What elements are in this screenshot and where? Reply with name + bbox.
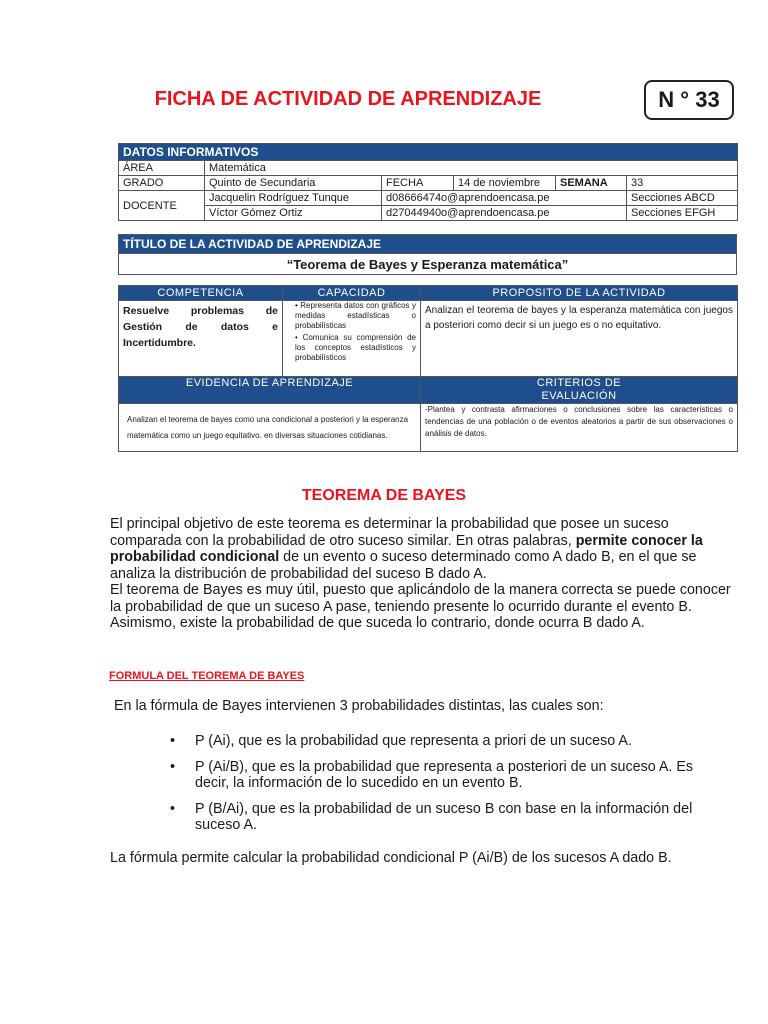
datos-informativos-table [118,143,738,221]
teorema-paragraphs [110,516,740,632]
formula-heading: FORMULA DEL TEOREMA DE BAYES [109,670,305,682]
competencia-header-row [119,286,738,301]
docente-email: d27044940o@aprendoencasa.pe [382,206,627,221]
titulo-table [118,234,737,275]
competencia-table [118,285,738,452]
docente-secciones: Secciones EFGH [627,206,738,221]
docente-secciones: Secciones ABCD [627,191,738,206]
competencia-text: Resuelve problemas de Gestión de datos e Incertidumbre. [119,301,283,377]
col-capacidad: CAPACIDAD [283,286,421,301]
fecha-value: 14 de noviembre [454,176,556,191]
list-item: • P (Ai/B), que es la probabilidad que representa a posteriori de un suceso A. Es decir, la información de lo sucedido en un evento B. [170,759,730,792]
fecha-label: FECHA [382,176,454,191]
highlight-text: permite conocer la probabilidad condicional [110,532,703,565]
docente-row-1 [119,191,738,206]
page-title: FICHA DE ACTIVIDAD DE APRENDIZAJE [154,88,542,110]
section-title: TEOREMA DE BAYES [301,487,467,504]
semana-label: SEMANA [556,176,627,191]
area-row [119,161,738,176]
evidencia-header-row [119,377,738,404]
grado-label: GRADO [119,176,205,191]
teorema-paragraph-2: El teorema de Bayes es muy útil, puesto que aplicándolo de la manera correcta se puede conocer la probabilidad de que un suceso A pase, teniendo presente lo ocurrido durante el evento B. Asimismo, existe la probabilidad de que suceda lo contrario, donde ocurra B dado A. [110,582,731,631]
capacidad-item: • Comunica su comprensión de los conceptos estadísticos y probabilísticos [295,333,416,363]
docente-label: DOCENTE [119,191,205,221]
docente-name: Víctor Gómez Ortiz [205,206,382,221]
teorema-paragraph-1: El principal objetivo de este teorema es determinar la probabilidad que posee un suceso comparada con la probabilidad de otro suceso similar. En otras palabras, permite conocer la probabilidad condicional de un evento o suceso determinado como A dado B, en el que se analiza la distribución de probabilidad del suceso B dado A. [110,516,703,582]
col-evidencia: EVIDENCIA DE APRENDIZAJE [119,377,421,404]
proposito-text: Analizan el teorema de bayes y la esperanza matemática con juegos a posteriori como decir si un juego es o no equitativo. [421,301,738,377]
area-label: ÁREA [119,161,205,176]
capacidad-list [283,301,421,377]
col-proposito: PROPOSITO DE LA ACTIVIDAD [421,286,738,301]
titulo-value: “Teorema de Bayes y Esperanza matemática” [119,254,737,275]
semana-value: 33 [627,176,738,191]
docente-name: Jacquelin Rodríguez Tunque [205,191,382,206]
activity-number-badge: N ° 33 [644,80,734,120]
area-value: Matemática [205,161,738,176]
list-item: • P (Ai), que es la probabilidad que representa a priori de un suceso A. [170,733,730,750]
evidencia-text: Analizan el teorema de bayes como una condicional a posteriori y la esperanza matemática como un juego equitativo. en diversas situaciones cotidianas. [119,404,421,452]
docente-email: d08666474o@aprendoencasa.pe [382,191,627,206]
probability-list [170,733,730,843]
competencia-body-row [119,301,738,377]
col-competencia: COMPETENCIA [119,286,283,301]
formula-conclusion: La fórmula permite calcular la probabilidad condicional P (Ai/B) de los sucesos A dado B. [110,850,672,866]
list-item: • P (B/Ai), que es la probabilidad de un suceso B con base en la información del suceso A. [170,801,730,834]
criterios-text: -Plantea y contrasta afirmaciones o conclusiones sobre las características o tendencias de una población o de eventos aleatorios a partir de sus observaciones o análisis de datos. [421,404,738,452]
evidencia-body-row [119,404,738,452]
col-criterios: CRITERIOS DE EVALUACIÓN [421,377,738,404]
formula-intro: En la fórmula de Bayes intervienen 3 probabilidades distintas, las cuales son: [114,698,604,714]
grado-value: Quinto de Secundaria [205,176,382,191]
grado-row [119,176,738,191]
titulo-heading: TÍTULO DE LA ACTIVIDAD DE APRENDIZAJE [119,235,737,254]
docente-row-2 [119,206,738,221]
capacidad-item: • Representa datos con gráficos y medidas estadísticas o probabilísticas [295,301,416,331]
datos-header-row [119,144,738,161]
datos-heading: DATOS INFORMATIVOS [119,144,738,161]
